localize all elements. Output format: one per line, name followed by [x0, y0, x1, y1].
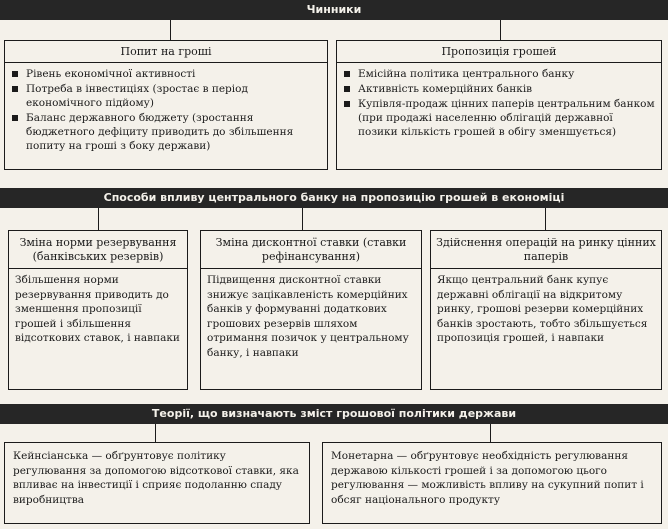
methods-banner: Способи впливу центрального банку на пропозицію грошей в економіці	[0, 188, 668, 208]
securities-operations-title: Здійснення операцій на ринку цінних паперів	[431, 231, 661, 269]
list-item: Баланс державного бюджету (зростання бюджетного дефіциту приводить до збільшення попиту на гроші з боку держави)	[11, 111, 321, 153]
reserve-ratio-title: Зміна норми резервування (банківських резервів)	[9, 231, 187, 269]
monetarist-theory-box	[322, 442, 662, 524]
connector-method-2	[302, 208, 303, 230]
connector-demand	[170, 20, 171, 40]
bullet-icon	[12, 71, 18, 77]
connector-supply	[500, 20, 501, 40]
reserve-ratio-box	[8, 230, 188, 390]
connector-theory-2	[490, 424, 491, 442]
list-item: Купівля-продаж цінних паперів центральним банком (при продажі населенню облігацій державної позики кількість грошей в обігу зменшується)	[343, 97, 655, 139]
bullet-icon	[344, 71, 350, 77]
bullet-icon	[12, 86, 18, 92]
discount-rate-text: Підвищення дисконтної ставки знижує зацікавленість комерційних банків у формуванні додаткових грошових резервів шляхом отримання позичок у центральному банку, і навпаки	[207, 274, 409, 359]
bullet-icon	[344, 101, 350, 107]
list-item: Потреба в інвестиціях (зростає в період економічного підйому)	[11, 82, 321, 110]
money-demand-list	[5, 63, 327, 153]
keynesian-theory-box	[4, 442, 310, 524]
money-demand-box	[4, 40, 328, 170]
factors-banner: Чинники	[0, 0, 668, 20]
theories-banner: Теорії, що визначають зміст грошової політики держави	[0, 404, 668, 424]
money-supply-title: Пропозиція грошей	[337, 41, 661, 63]
monetarist-theory-text: Монетарна — обґрунтовує необхідність регулювання державою кількості грошей і за допомогою цього регулювання — можливість впливу на сукупний попит і обсяг національного продукту	[331, 450, 644, 506]
connector-method-3	[545, 208, 546, 230]
list-item: Активність комерційних банків	[343, 82, 655, 96]
money-supply-box	[336, 40, 662, 170]
keynesian-theory-text: Кейнсіанська — обґрунтовує політику регулювання за допомогою відсоткової ставки, яка впливає на інвестиції і сприяє подоланню спаду виробництва	[13, 450, 299, 506]
discount-rate-title: Зміна дисконтної ставки (ставки рефінансування)	[201, 231, 421, 269]
securities-operations-box	[430, 230, 662, 390]
connector-method-1	[98, 208, 99, 230]
securities-operations-text: Якщо центральний банк купує державні облігації на відкритому ринку, грошові резерви комерційних банків зростають, тобто збільшується пропозиція грошей, і навпаки	[437, 274, 648, 344]
reserve-ratio-text: Збільшення норми резервування приводить до зменшення пропозиції грошей і збільшення відсоткових ставок, і навпаки	[15, 274, 180, 344]
connector-theory-1	[155, 424, 156, 442]
bullet-icon	[12, 115, 18, 121]
money-demand-title: Попит на гроші	[5, 41, 327, 63]
list-item: Емісійна політика центрального банку	[343, 67, 655, 81]
money-supply-list	[337, 63, 661, 139]
bullet-icon	[344, 86, 350, 92]
list-item: Рівень економічної активності	[11, 67, 321, 81]
discount-rate-box	[200, 230, 422, 390]
